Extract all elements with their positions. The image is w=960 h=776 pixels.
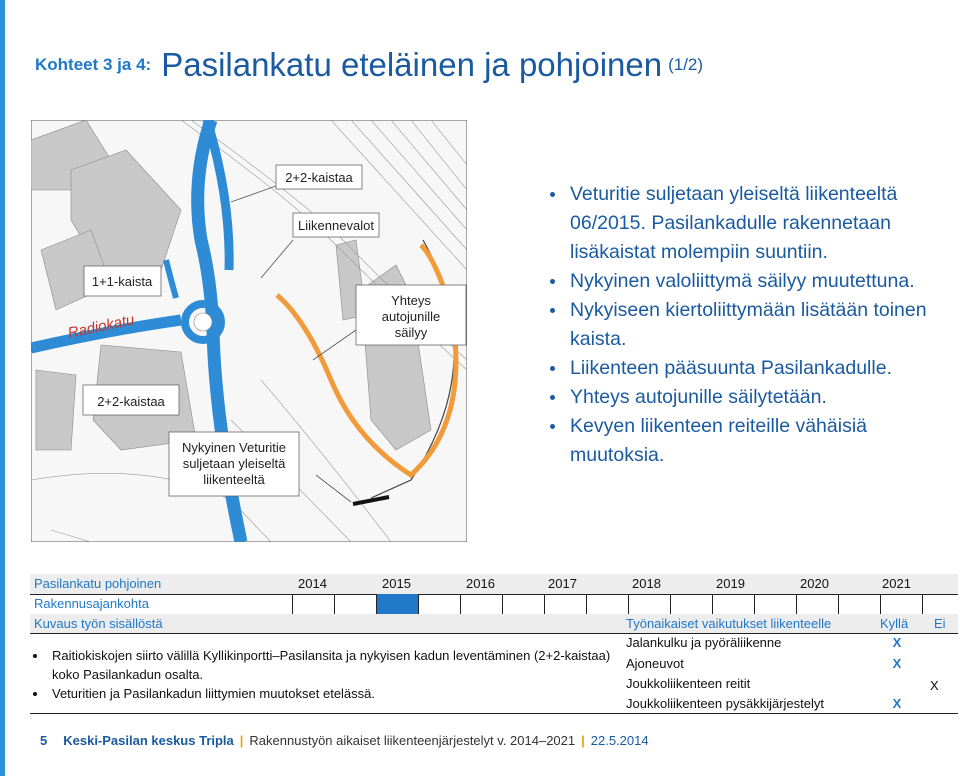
year-2018: 2018	[632, 576, 661, 591]
description-list	[30, 634, 622, 703]
label-traffic-lights: Liikennevalot	[298, 218, 374, 233]
construction-period-row	[30, 594, 958, 615]
half-year-cell	[334, 594, 376, 614]
title-label: Kohteet 3 ja 4:	[35, 55, 152, 74]
footer	[40, 733, 649, 748]
impact-name: Joukkoliikenteen pysäkkijärjestelyt	[626, 696, 824, 711]
title-subtitle: (1/2)	[668, 55, 704, 74]
schedule-header-row	[30, 574, 958, 595]
footer-document: Rakennustyön aikaiset liikenteenjärjestelyt v. 2014–2021	[249, 733, 576, 748]
footer-date: 22.5.2014	[590, 733, 649, 748]
impact-row	[626, 634, 958, 654]
label-tram-connection-2: autojunille	[381, 309, 441, 324]
construction-bar	[376, 594, 418, 614]
description-header: Kuvaus työn sisällöstä	[34, 616, 163, 631]
half-year-cell	[838, 594, 880, 614]
schedule-table	[30, 574, 958, 714]
year-2021: 2021	[882, 576, 911, 591]
left-accent-bar	[0, 0, 5, 776]
impact-row	[626, 655, 958, 675]
construction-label: Rakennusajankohta	[34, 596, 149, 611]
label-lanes-1-1: 1+1-kaista	[91, 274, 153, 289]
label-tram-connection-3: säilyy	[394, 325, 428, 340]
impact-name: Jalankulku ja pyöräliikenne	[626, 635, 782, 650]
half-year-cell	[544, 594, 586, 614]
year-2015: 2015	[382, 576, 411, 591]
description-item: Raitiokiskojen siirto välillä Kyllikinportti–Pasilansita ja nykyisen kadun leventäminen (2+2-kaistaa) koko Pasilankadun osalta.	[30, 646, 622, 684]
impact-yes-mark: X	[892, 656, 902, 671]
half-year-cell	[670, 594, 712, 614]
page-number: 5	[40, 733, 48, 748]
footer-separator: |	[581, 733, 585, 748]
label-veturitie-3: liikenteeltä	[203, 472, 265, 487]
impact-name: Ajoneuvot	[626, 656, 684, 671]
label-veturitie-2: suljetaan yleiseltä	[182, 456, 286, 471]
bullet-item: Nykyiseen kiertoliittymään lisätään toinen kaista.	[548, 296, 948, 354]
site-map	[31, 120, 467, 542]
label-tram-connection-1: Yhteys	[391, 293, 431, 308]
label-lanes-2-2-top: 2+2-kaistaa	[285, 170, 353, 185]
bullet-list	[548, 180, 948, 470]
half-year-cell	[754, 594, 796, 614]
impacts-header: Työnaikaiset vaikutukset liikenteelle	[626, 616, 832, 631]
bullet-item: Kevyen liikenteen reiteille vähäisiä muutoksia.	[548, 412, 948, 470]
half-year-cell	[292, 594, 334, 614]
footer-separator: |	[239, 733, 244, 748]
year-2016: 2016	[466, 576, 495, 591]
bullet-item: Yhteys autojunille säilytetään.	[548, 383, 948, 412]
label-lanes-2-2-left: 2+2-kaistaa	[97, 394, 165, 409]
half-year-cell	[586, 594, 628, 614]
impact-yes-mark: X	[892, 635, 902, 650]
year-2014: 2014	[298, 576, 327, 591]
year-2020: 2020	[800, 576, 829, 591]
half-year-cell	[922, 594, 958, 614]
half-year-cell	[880, 594, 922, 614]
section-header-row	[30, 614, 958, 634]
bullet-item: Veturitie suljetaan yleiseltä liikenteeltä 06/2015. Pasilankadulle rakennetaan lisäkaistat molempiin suuntiin.	[548, 180, 948, 267]
half-year-cell	[712, 594, 754, 614]
impact-name: Joukkoliikenteen reitit	[626, 676, 751, 691]
no-header: Ei	[934, 616, 946, 631]
half-year-cell	[628, 594, 670, 614]
impact-no-mark: X	[930, 678, 939, 693]
impact-row	[626, 695, 958, 715]
title-main: Pasilankatu eteläinen ja pohjoinen	[161, 46, 663, 83]
yes-header: Kyllä	[880, 616, 909, 631]
table-bottom-rule	[30, 713, 958, 714]
half-year-cell	[796, 594, 838, 614]
bullet-item: Liikenteen pääsuunta Pasilankadulle.	[548, 354, 948, 383]
half-year-cell	[502, 594, 544, 614]
year-2019: 2019	[716, 576, 745, 591]
impact-yes-mark: X	[892, 696, 902, 711]
label-street-radiokatu: Radiokatu	[66, 311, 136, 342]
year-2017: 2017	[548, 576, 577, 591]
page-title	[35, 46, 703, 84]
impact-row	[626, 675, 958, 695]
half-year-cell	[418, 594, 460, 614]
schedule-title: Pasilankatu pohjoinen	[34, 576, 162, 591]
footer-project: Keski-Pasilan keskus Tripla	[63, 733, 234, 748]
bullet-item: Nykyinen valoliittymä säilyy muutettuna.	[548, 267, 948, 296]
half-year-cell	[460, 594, 502, 614]
description-item: Veturitien ja Pasilankadun liittymien muutokset etelässä.	[30, 684, 622, 703]
label-veturitie-1: Nykyinen Veturitie	[181, 440, 287, 455]
